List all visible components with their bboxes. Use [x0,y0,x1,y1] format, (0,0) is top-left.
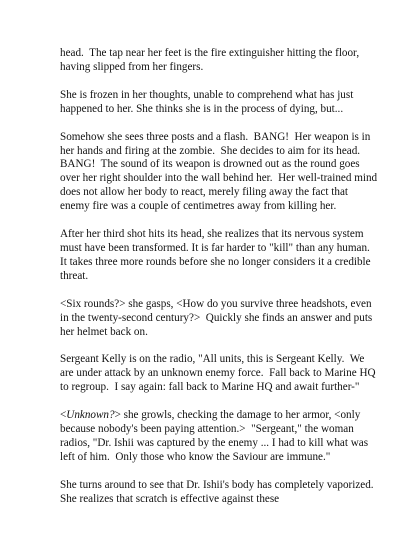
paragraph-4 [60,228,378,284]
paragraph-6 [60,353,378,395]
paragraph-5 [60,298,378,340]
paragraph-text: Sergeant Kelly is on the radio, "All units, this is Sergeant Kelly. We are under attack by an unknown enemy force. Fall back to Marine HQ to regroup. I say again: fall back to Marine HQ and await further-" [60,353,379,394]
document-page [60,47,378,521]
paragraph-text: > she growls, checking the damage to her armor, <only because nobody's been paying attention.> "Sergeant," the woman radios, "Dr. Ishii was captured by the enemy ... I had to kill what was left of him. Only those who know the Saviour are immune." [60,409,371,463]
paragraph-text: After her third shot hits its head, she realizes that its nervous system must have been transformed. It is far harder to "kill" than any human. It takes three more rounds before she no longer considers it a credible threat. [60,228,376,282]
paragraph-1 [60,47,378,75]
paragraph-text: She is frozen in her thoughts, unable to comprehend what has just happened to her. She thinks she is in the process of dying, but... [60,88,357,115]
paragraph-text: She turns around to see that Dr. Ishii's body has completely vaporized. She realizes that scratch is effective against these [60,478,380,505]
paragraph-italic-text: Unknown? [66,409,115,422]
paragraph-text: <Six rounds?> she gasps, <How do you survive three headshots, even in the twenty-second century?> Quickly she finds an answer and puts her helmet back on. [60,297,376,338]
paragraph-text: < [60,409,67,422]
paragraph-text: Somehow she sees three posts and a flash. BANG! Her weapon is in her hands and firing at the zombie. She decides to aim for its head. BANG! The sound of its weapon is drowned out as the round goes over her right shoulder into the wall behind her. Her well-trained mind does not allow her body to react, merely filing away the fact that enemy fire was a couple of centimetres away from killing her. [60,130,380,213]
paragraph-7 [60,409,378,465]
paragraph-8 [60,479,378,507]
paragraph-text: head. The tap near her feet is the fire extinguisher hitting the floor, having slipped from her fingers. [60,47,362,73]
paragraph-3 [60,131,378,214]
paragraph-2 [60,89,378,117]
